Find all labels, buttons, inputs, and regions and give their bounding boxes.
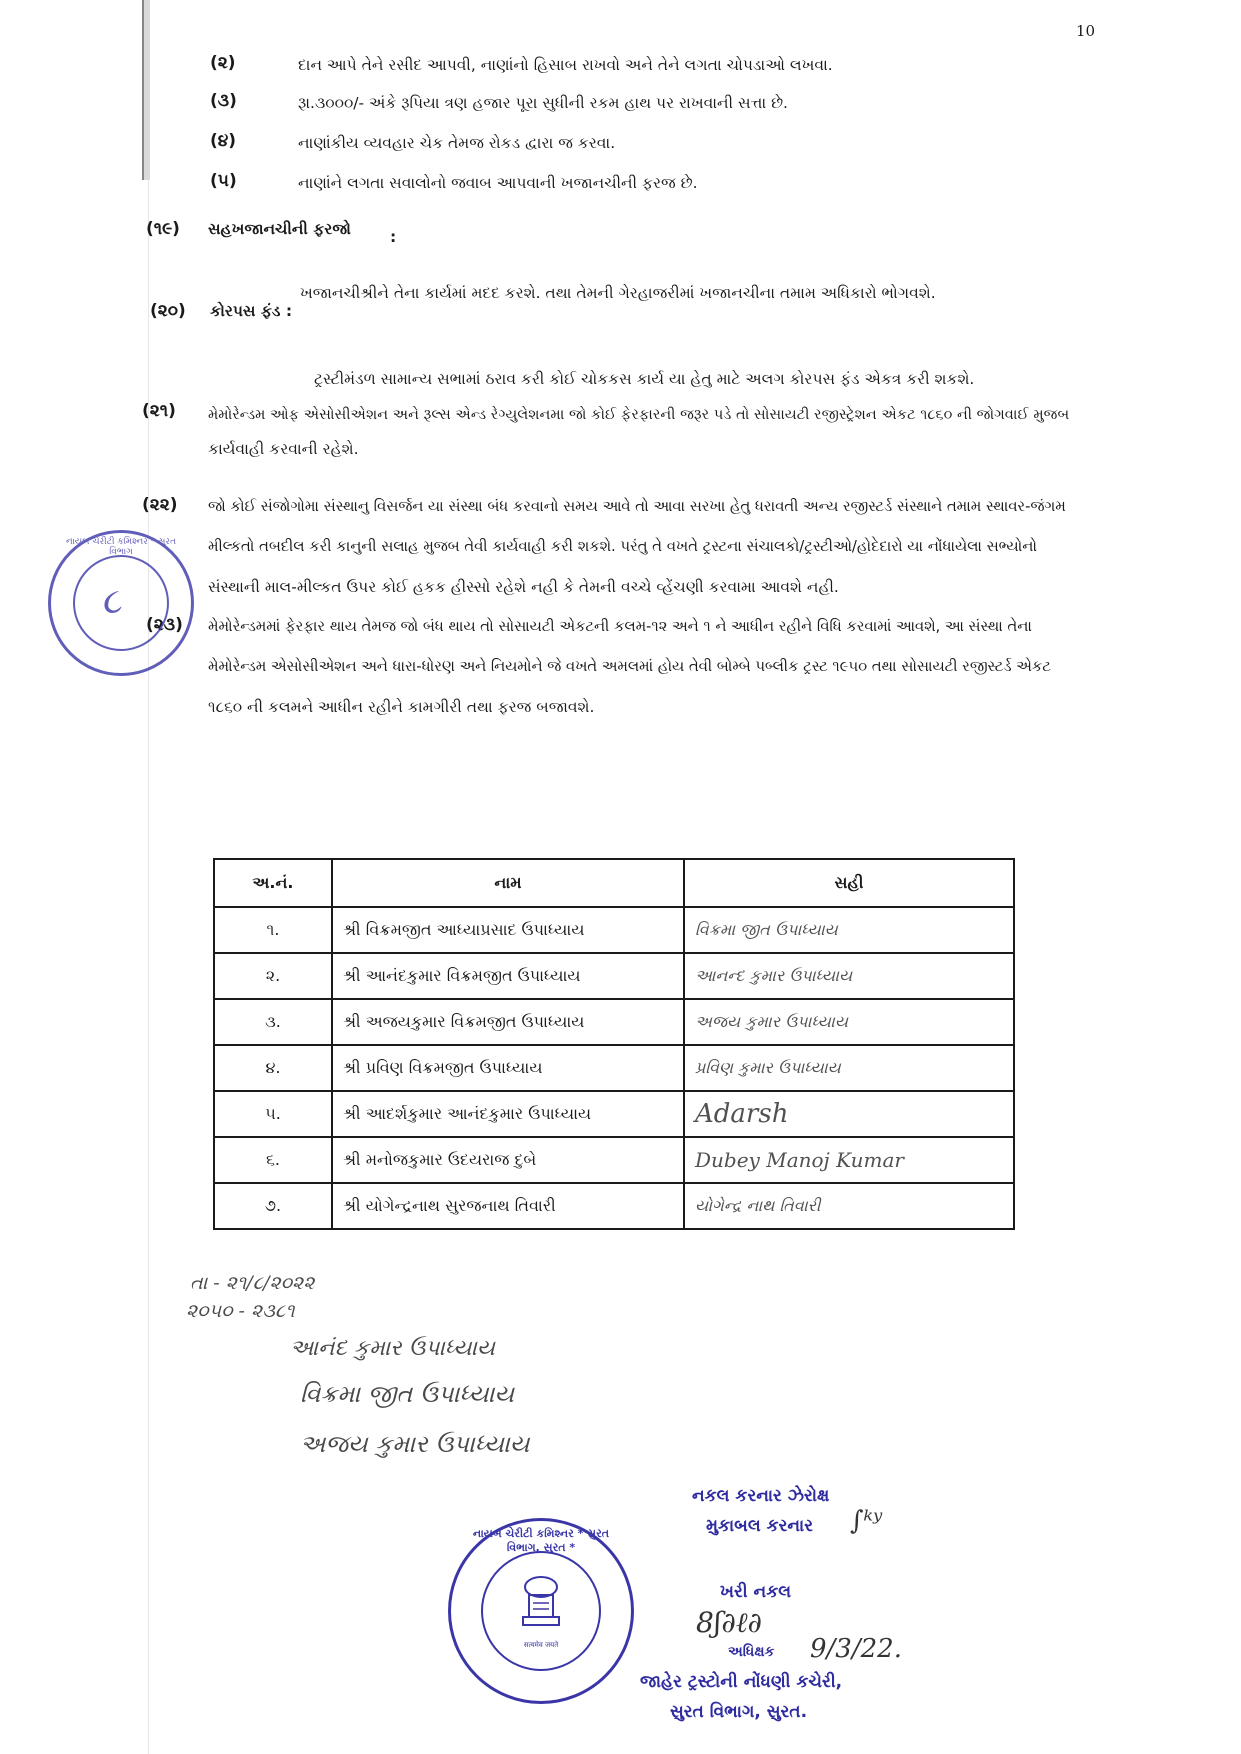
section-body: ટ્રસ્ટીમંડળ સામાન્ય સભામાં ઠરાવ કરી કોઈ ચોકકસ કાર્ય યા હેતુ માટે અલગ કોરપસ ફંડ એકત્ર કરી શકશે. [314, 370, 975, 388]
table-row [214, 1183, 1014, 1229]
handwritten-date: તા - ૨૧/૮/૨૦૨૨ [190, 1272, 315, 1294]
row-name: શ્રી અજયકુમાર વિક્રમજીત ઉપાધ્યાય [332, 999, 684, 1045]
row-serial: ૧. [214, 907, 332, 953]
row-name: શ્રી પ્રવિણ વિક્રમજીત ઉપાધ્યાય [332, 1045, 684, 1091]
header-name: નામ [332, 859, 684, 907]
row-serial: ૨. [214, 953, 332, 999]
emblem-caption: सत्यमेव जयते [523, 1641, 559, 1649]
table-row [214, 1045, 1014, 1091]
stamp-text: નાયબ ચેરીટી કમિશ્નર * સુરત વિભાગ [65, 537, 177, 557]
section-line: મેમોરેન્ડમ એસોસીએશન અને ધારા-ધોરણ અને નિયમોને જે વખતે અમલમાં હોય તેવી બોમ્બે પબ્લીક ટ્રસ્ટ ૧૯૫૦ તથા સોસાયટી રજીસ્ટર્ડ એકટ [208, 658, 1051, 675]
scan-fold-edge [142, 0, 150, 180]
handwritten-signature: વિક્રમા જીત ઉપાધ્યાય [300, 1380, 515, 1408]
item-number: (૫) [210, 171, 237, 191]
row-serial: ૭. [214, 1183, 332, 1229]
row-name: શ્રી મનોજકુમાર ઉદયરાજ દુબે [332, 1137, 684, 1183]
row-signature: Dubey Manoj Kumar [684, 1137, 1014, 1183]
section-line: કાર્યવાહી કરવાની રહેશે. [208, 440, 359, 458]
verifier-signature-icon: ∫ᵏʸ [850, 1506, 883, 1536]
row-name: શ્રી આદર્શકુમાર આનંદકુમાર ઉપાધ્યાય [332, 1091, 684, 1137]
page-number: 10 [1076, 22, 1096, 40]
row-signature: અજય કુમાર ઉપાધ્યાય [684, 999, 1014, 1045]
row-signature: યોગેન્દ્ર નાથ તિવારી [684, 1183, 1014, 1229]
row-serial: ૬. [214, 1137, 332, 1183]
section-number: (૨૧) [142, 401, 176, 421]
item-number: (૩) [210, 91, 237, 111]
handwritten-signature: અજય કુમાર ઉપાધ્યાય [300, 1430, 530, 1458]
item-number: (૪) [210, 131, 237, 151]
xerox-copy-label: નકલ કરનાર ઝેરોક્ષ [692, 1486, 830, 1506]
section-colon: : [390, 228, 397, 246]
table-row [214, 953, 1014, 999]
office-name: જાહેર ટ્રસ્ટોની નોંધણી કચેરી, [640, 1672, 843, 1692]
verified-by-label: મુકાબલ કરનાર [706, 1516, 814, 1536]
table-header-row [214, 859, 1014, 907]
section-number: (૨૦) [150, 301, 186, 321]
handwritten-reference: ૨૦૫૦ - ૨૩૮૧ [186, 1300, 295, 1322]
item-text: દાન આપે તેને રસીદ આપવી, નાણાંનો હિસાબ રાખવો અને તેને લગતા ચોપડાઓ લખવા. [298, 56, 833, 74]
certification-date: 9/3/22. [810, 1634, 902, 1664]
officer-title: અધિક્ષક [728, 1644, 775, 1660]
section-line: ૧૮૬૦ ની કલમને આધીન રહીને કામગીરી તથા ફરજ બજાવશે. [208, 698, 595, 716]
signatory-table [213, 858, 1015, 1230]
row-serial: ૩. [214, 999, 332, 1045]
row-serial: ૪. [214, 1045, 332, 1091]
left-office-stamp [48, 530, 194, 676]
section-line: સંસ્થાની માલ-મીલ્કત ઉપર કોઈ હકક હીસ્સો રહેશે નહી કે તેમની વચ્ચે વ્હેંચણી કરવામા આવશે નહી. [208, 578, 839, 596]
header-signature: સહી [684, 859, 1014, 907]
section-heading: સહખજાનચીની ફરજો [208, 220, 351, 238]
section-line: મેમોરેન્ડમ ઓફ એસોસીએશન અને રૂલ્સ એન્ડ રેગ્યુલેશનમા જો કોઈ ફેરફારની જરૂર પડે તો સોસાયટી રજીસ્ટ્રેશન એકટ ૧૮૬૦ ની જોગવાઈ મુજબ [208, 406, 1070, 423]
true-copy-label: ખરી નકલ [720, 1582, 792, 1602]
item-number: (૨) [210, 53, 236, 73]
section-heading: કોરપસ ફંડ : [210, 302, 293, 320]
item-text: રૂા.૩૦૦૦/- અંકે રૂપિયા ત્રણ હજાર પૂરા સુધીની રકમ હાથ પર રાખવાની સત્તા છે. [298, 94, 788, 112]
ashoka-emblem-icon [515, 1573, 567, 1637]
row-name: શ્રી વિક્રમજીત આધ્યાપ્રસાદ ઉપાધ્યાય [332, 907, 684, 953]
header-serial: અ.નં. [214, 859, 332, 907]
row-name: શ્રી યોગેન્દ્રનાથ સુરજનાથ તિવારી [332, 1183, 684, 1229]
section-number: (૨૩) [146, 615, 183, 635]
item-text: નાણાંને લગતા સવાલોનો જવાબ આપવાની ખજાનચીની ફરજ છે. [298, 174, 698, 192]
section-number: (૨૨) [142, 495, 178, 515]
section-number: (૧૯) [146, 219, 180, 239]
table-row [214, 999, 1014, 1045]
table-row [214, 1091, 1014, 1137]
row-signature: આનન્દ કુમાર ઉપાધ્યાય [684, 953, 1014, 999]
table-row [214, 1137, 1014, 1183]
handwritten-signature: આનંદ કુમાર ઉપાધ્યાય [290, 1336, 495, 1361]
row-signature: Adarsh [684, 1091, 1014, 1137]
row-signature: પ્રવિણ કુમાર ઉપાધ્યાય [684, 1045, 1014, 1091]
officer-signature-icon: 8ʃ∂ℓ∂ [696, 1606, 763, 1639]
table-row [214, 907, 1014, 953]
office-location: સુરત વિભાગ, સુરત. [670, 1702, 808, 1722]
stamp-mark: ૮ [103, 581, 123, 622]
section-line: જો કોઈ સંજોગોમા સંસ્થાનુ વિસર્જન યા સંસ્થા બંધ કરવાનો સમય આવે તો આવા સરખા હેતુ ધરાવતી અન્ય રજીસ્ટર્ડ સંસ્થાને તમામ સ્થાવર-જંગમ [208, 498, 1066, 515]
row-serial: ૫. [214, 1091, 332, 1137]
section-line: મેમોરેન્ડમમાં ફેરફાર થાય તેમજ જો બંધ થાય તો સોસાયટી એકટની કલમ-૧૨ અને ૧ ને આધીન રહીને વિધિ કરવામાં આવશે, આ સંસ્થા તેના [208, 618, 1032, 635]
section-line: મીલ્કતો તબદીલ કરી કાનુની સલાહ મુજબ તેવી કાર્યવાહી કરી શકશે. પરંતુ તે વખતે ટ્રસ્ટના સંચાલકો/ટ્રસ્ટીઓ/હોદેદારો યા નોંધાયેલા સભ્યોનો [208, 538, 1037, 555]
row-name: શ્રી આનંદકુમાર વિક્રમજીત ઉપાધ્યાય [332, 953, 684, 999]
stamp-text: નાયબ ચેરીટી કમિશ્નર * સુરત વિભાગ, સુરત * [472, 1527, 610, 1554]
row-signature: વિક્રમા જીત ઉપાધ્યાય [684, 907, 1014, 953]
item-text: નાણાંકીય વ્યવહાર ચેક તેમજ રોકડ દ્વારા જ કરવા. [298, 134, 616, 152]
charity-commissioner-stamp [448, 1518, 634, 1704]
section-body: ખજાનચીશ્રીને તેના કાર્યમાં મદદ કરશે. તથા તેમની ગેરહાજરીમાં ખજાનચીના તમામ અધિકારો ભોગવશે. [300, 284, 936, 302]
